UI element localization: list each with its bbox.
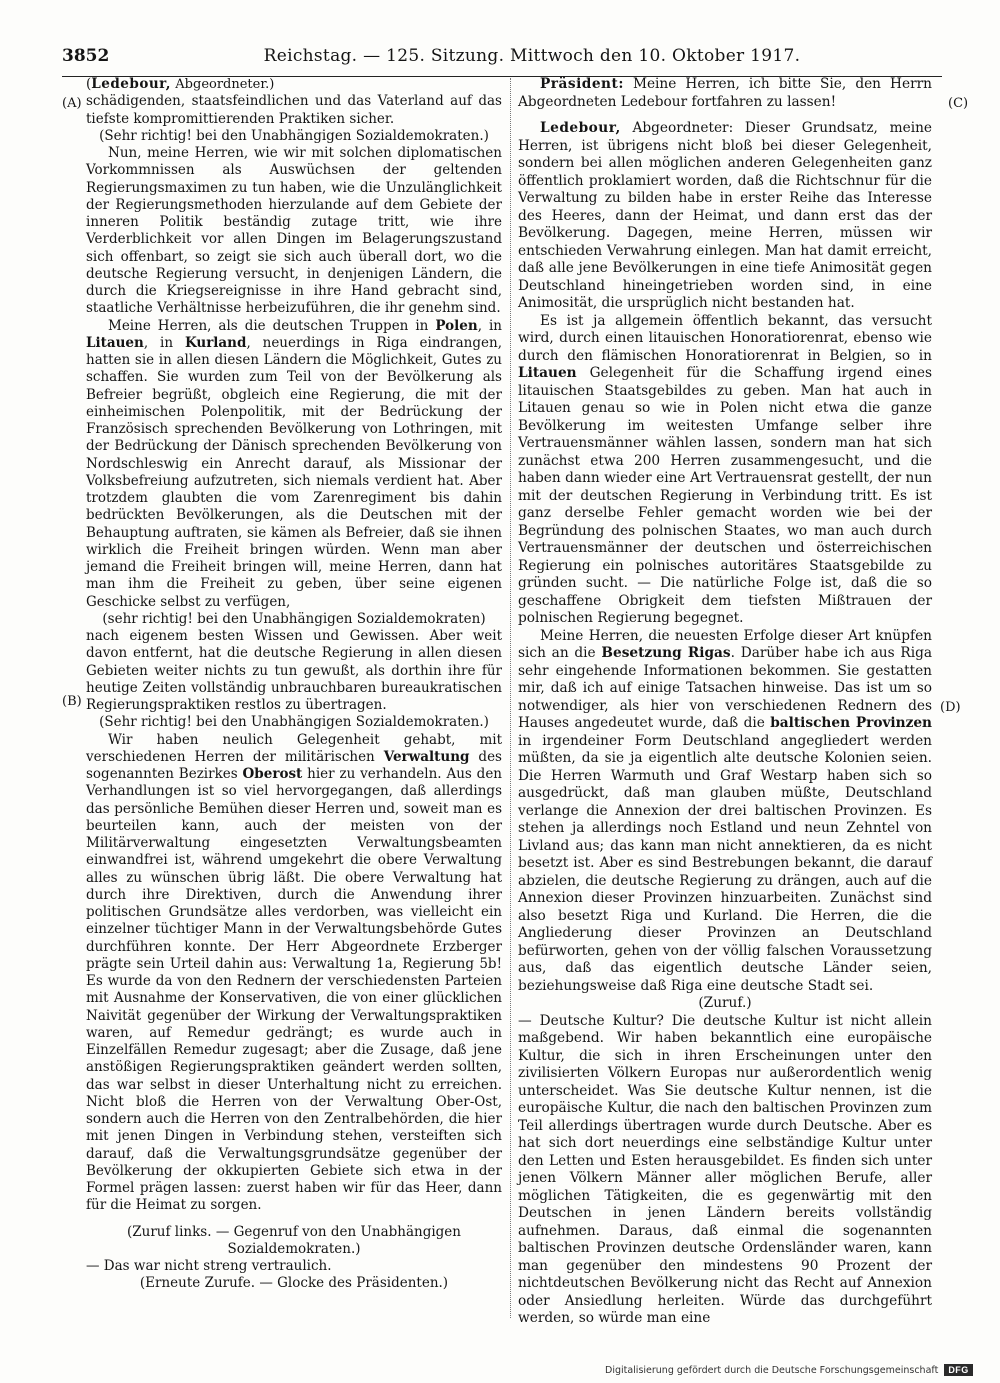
emphasis-verwaltung: Verwaltung	[383, 748, 470, 765]
page-number: 3852	[62, 46, 110, 66]
emphasis-polen: Polen	[435, 317, 478, 334]
interjection: (Zuruf.)	[698, 995, 752, 1011]
paragraph: Meine Herren, die neuesten Erfolge dieser Art knüpfen sich an die Besetzung Rigas. Darüber habe ich aus Riga sehr eingehende Informationen bekommen. Sie gestatten mir, daß ich auf einige Tatsachen hinweise. Das ist um so notwendiger, als hier von verschiedenen Rednern des Hauses angedeutet wurde, daß die baltischen Provinzen in irgendeiner Form Deutschland angegliedert werden müßten, da sie ja eigentlich alte deutsche Kolonien seien. Die Herren Warmuth und Graf Westarp haben sich so ausgedrückt, daß man glauben müßte, Deutschland verlange die Annexion der drei baltischen Provinzen. Es stehen ja allerdings noch Estland und neun Zehntel von Livland aus; das kann man nicht annektieren, da es nicht besetzt ist. Aber es sind Bestrebungen bekannt, die darauf abzielen, die deutsche Regierung zu drängen, auch auf die Annexion dieser Provinzen hinzuarbeiten. Zunächst sind also besetzt Riga und Kurland. Die Herren, die die Angliederung dieser Provinzen an Deutschland befürworten, gehen von der völlig falschen Voraussetzung aus, daß das eigentlich deutsche Länder seien, beziehungsweise daß Riga eine deutsche Stadt sei.	[518, 627, 933, 994]
left-column	[86, 76, 502, 1293]
paragraph: Es ist ja allgemein öffentlich bekannt, das versucht wird, durch einen litauischen Honoratiorenrat, ebenso wie durch den flämischen Honoratiorenrat in Belgien, so in Litauen Gelegenheit für die Schaffung irgend eines litauischen Staatsgebildes zu geben. Man hat auch in Litauen genau so wie in Polen nicht etwa die ganze Bevölkerung im weitesten Umfange selber ihre Vertrauensmänner wählen lassen, sondern man hat sich zunächst etwa 200 Herren zusammengesucht, und die haben dann wieder eine Art Vertrauensrat gestellt, der nun mit der deutschen Regierung in Verbindung tritt. Es ist ganz derselbe Fehler gemacht worden wie bei der Begründung des polnischen Staates, wo man auch durch Vertrauensmänner der deutschen und österreichischen Regierung ein polnisches autoritäres Staatsgebilde zu gründen sucht. — Die natürliche Folge ist, daß die so geschaffene Obrigkeit dem tiefsten Mißtrauen der polnischen Regierung begegnet.	[518, 312, 932, 626]
margin-mark-d: (D)	[940, 700, 961, 715]
emphasis-litauen: Litauen	[86, 334, 144, 351]
interjection: (sehr richtig! bei den Unabhängigen Sozialdemokraten)	[102, 610, 486, 627]
digitization-footer	[605, 1364, 985, 1376]
speaker-role: Abgeordneter:	[620, 120, 734, 136]
paragraph: nach eigenem besten Wissen und Gewissen. Aber weit davon entfernt, hat die deutsche Regierung in allen diesen Gebieten weiter nichts zu tun gewußt, als dorthin ihre für heutige Zeiten vollständig unbrauchbaren bureaukratischen Regierungspraktiken restlos zu übertragen.	[86, 628, 502, 713]
margin-mark-a: (A)	[62, 96, 82, 111]
speaker-name: Ledebour,	[91, 76, 171, 92]
interjection: (Zuruf links. — Gegenruf von den Unabhängigen Sozialdemokraten.)	[127, 1223, 461, 1257]
paragraph: Wir haben neulich Gelegenheit gehabt, mit verschiedenen Herren der militärischen Verwaltung des sogenannten Bezirkes Oberost hier zu verhandeln. Aus den Verhandlungen ist so viel hervorgegangen, daß allerdings das persönliche Bemühen dieser Herren und, soweit man es beurteilen kann, auch der meisten von der Militärverwaltung eingesetzten Verwaltungsbeamten einwandfrei ist, während umgekehrt die obere Verwaltung alles zu wünschen übrig läßt. Die obere Verwaltung hat durch ihre Direktiven, durch die Anwendung ihrer politischen Grundsätze alles verdorben, was vielleicht ein einzelner tüchtiger Mann in der Verwaltungsbehörde Gutes durchführen konnte. Der Herr Abgeordnete Erzberger prägte sein Urteil dahin aus: Verwaltung 1a, Regierung 5b! Es wurde da von den Rednern der verschiedensten Parteien mit Ausnahme der Konservativen, die von einer glücklichen Naivität gegenüber der Wirkung der Verwaltungspraktiken waren, auf Remedur gedrängt; es wurde auch in Einzelfällen Remedur zugesagt; aber die Zusage, daß jene anstößigen Regierungspraktiken geändert werden sollten, das war selbst in dieser Unterhaltung nicht zu erreichen. Nicht bloß die Herren von der Verwaltung Ober-Ost, sondern auch die Herren von den Zentralbehörden, die hier mit jenen Dingen in Verbindung stehen, versteiften sich darauf, daß die Verwaltungsgrundsätze gegenüber der Bevölkerung der okkupierten Gebiete sich etwa in der Formel prägen lassen: zuerst haben wir für das Heer, dann für die Heimat zu sorgen.	[86, 731, 503, 1214]
speaker-name: Ledebour,	[540, 120, 621, 136]
emphasis-oberost: Oberost	[242, 766, 303, 782]
president-label: Präsident:	[540, 76, 624, 92]
paragraph: — Deutsche Kultur? Die deutsche Kultur ist nicht allein maßgebend. Wir haben bekanntlich eine europäische Kultur, die sich in ihren Erscheinungen unter den zivilisierten Völkern Europas nur außerordentlich wenig unterscheidet. Was Sie deutsche Kultur nennen, ist die europäische Kultur, die nach den baltischen Provinzen zum Teil allerdings übertragen wurde durch Deutsche. Aber es hat sich dort neuerdings eine selbständige Kultur unter den Letten und Esten herausgebildet. Es finden sich unter jenen Völkern Männer aller möglichen Berufe, aller möglichen Tätigkeiten, die es gegenwärtig mit den Deutschen in jenen Ländern bereits vollständig aufnehmen. Daraus, daß einmal die sogenannten baltischen Provinzen deutsche Ordensländer waren, kann man gegenüber den mindestens 90 Prozent der nichtdeutschen Bevölkerung nicht das Recht auf Annexion oder Ansiedlung herleiten. Würde das durchgeführt werden, so würde man eine	[518, 1012, 932, 1326]
margin-mark-c: (C)	[948, 96, 969, 111]
running-title: Reichstag. — 125. Sitzung. Mittwoch den 10. Oktober 1917.	[263, 46, 801, 66]
interjection: (Sehr richtig! bei den Unabhängigen Sozialdemokraten.)	[99, 127, 489, 144]
interjection: (Erneute Zurufe. — Glocke des Präsidenten.)	[139, 1275, 449, 1292]
column-divider	[510, 78, 511, 1318]
emphasis-besetzung-rigas: Besetzung Rigas	[601, 645, 731, 661]
president-statement: Präsident: Meine Herren, ich bitte Sie, den Herrn Abgeordneten Ledebour fortfahren zu lassen!	[518, 76, 932, 110]
speaker-role: Abgeordneter.)	[175, 77, 275, 92]
emphasis-baltische-provinzen: baltischen Provinzen	[770, 715, 933, 731]
emphasis-kurland: Kurland	[184, 334, 247, 351]
page-header	[62, 46, 942, 77]
interjection: (Sehr richtig! bei den Unabhängigen Sozialdemokraten.)	[99, 714, 489, 731]
emphasis-litauen: Litauen	[518, 365, 577, 381]
paragraph: Nun, meine Herren, wie wir mit solchen diplomatischen Vorkommnissen als Auswüchsen der geltenden Regierungsmaximen zu tun haben, wie die Unzulänglichkeit der Regierungsmethoden hierzulande auf dem Gebiete der inneren Politik beständig zutage tritt, wie ihre Verderblichkeit vor allen Dingen im Belagerungszustand sich offenbart, so zeigt sie sich auch überall dort, wo die deutsche Regierung versucht, in denjenigen Ländern, die durch die Kriegsereignisse in ihre Hand gebracht sind, staatliche Verhältnisse herbeizuführen, die ihr genehm sind.	[86, 145, 502, 317]
paragraph: Ledebour, Abgeordneter: Dieser Grundsatz, meine Herren, ist übrigens nicht bloß bei dieser Gelegenheit, sondern bei allen möglichen anderen Gelegenheiten ganz öffentlich proklamiert worden, daß die Richtschnur für die Verwaltung zu bilden habe in erster Reihe das Interesse des Heeres, dann der Heimat, und dann erst das der Bevölkerung. Dagegen, meine Herren, müssen wir entschieden Verwahrung einlegen. Man hat damit erreicht, daß alle jene Bevölkerungen in eine tiefe Animosität gegen Deutschland hineingetrieben worden sind, in eine Animosität, die ursprüglich nicht bestanden hat.	[518, 120, 932, 311]
margin-mark-b: (B)	[62, 694, 82, 709]
speaker-line: (Ledebour, Abgeordneter.)	[86, 76, 275, 92]
dfg-logo: DFG	[944, 1364, 973, 1376]
right-column	[518, 76, 932, 1328]
paragraph: — Das war nicht streng vertraulich.	[86, 1258, 332, 1274]
footer-text: Digitalisierung gefördert durch die Deutsche Forschungsgemeinschaft	[605, 1364, 939, 1376]
paragraph: Meine Herren, als die deutschen Truppen in Polen, in Litauen, in Kurland, neuerdings in Riga eindrangen, hatten sie in allen diesen Ländern die Möglichkeit, Gutes zu schaffen. Sie wurden zum Teil von der Bevölkerung als Befreier begrüßt, obgleich eine Regierung, die mit der einheimischen Polenpolitik, mit der Bedrückung der Französisch sprechenden Bevölkerung von Lothringen, mit der Bedrückung der Dänisch sprechenden Bevölkerung von Nordschleswig ein Anrecht darauf, als Missionar der Volksbefreiung aufzutreten, sich niemals verdient hat. Aber trotzdem glaubten die vom Zarenregiment bis dahin bedrückten Bevölkerungen, als die Deutschen mit der Behauptung auftraten, sie kämen als Befreier, daß sie ihnen wirklich die Freiheit bringen würden. Wenn man aber jemand die Freiheit bringen will, meine Herren, dann hat man ihm die Freiheit zu geben, über seine eigenen Geschicke selbst zu verfügen,	[86, 317, 502, 610]
paragraph: schädigenden, staatsfeindlichen und das Vaterland auf das tiefste kompromittierenden Praktiken sicher.	[86, 93, 502, 127]
